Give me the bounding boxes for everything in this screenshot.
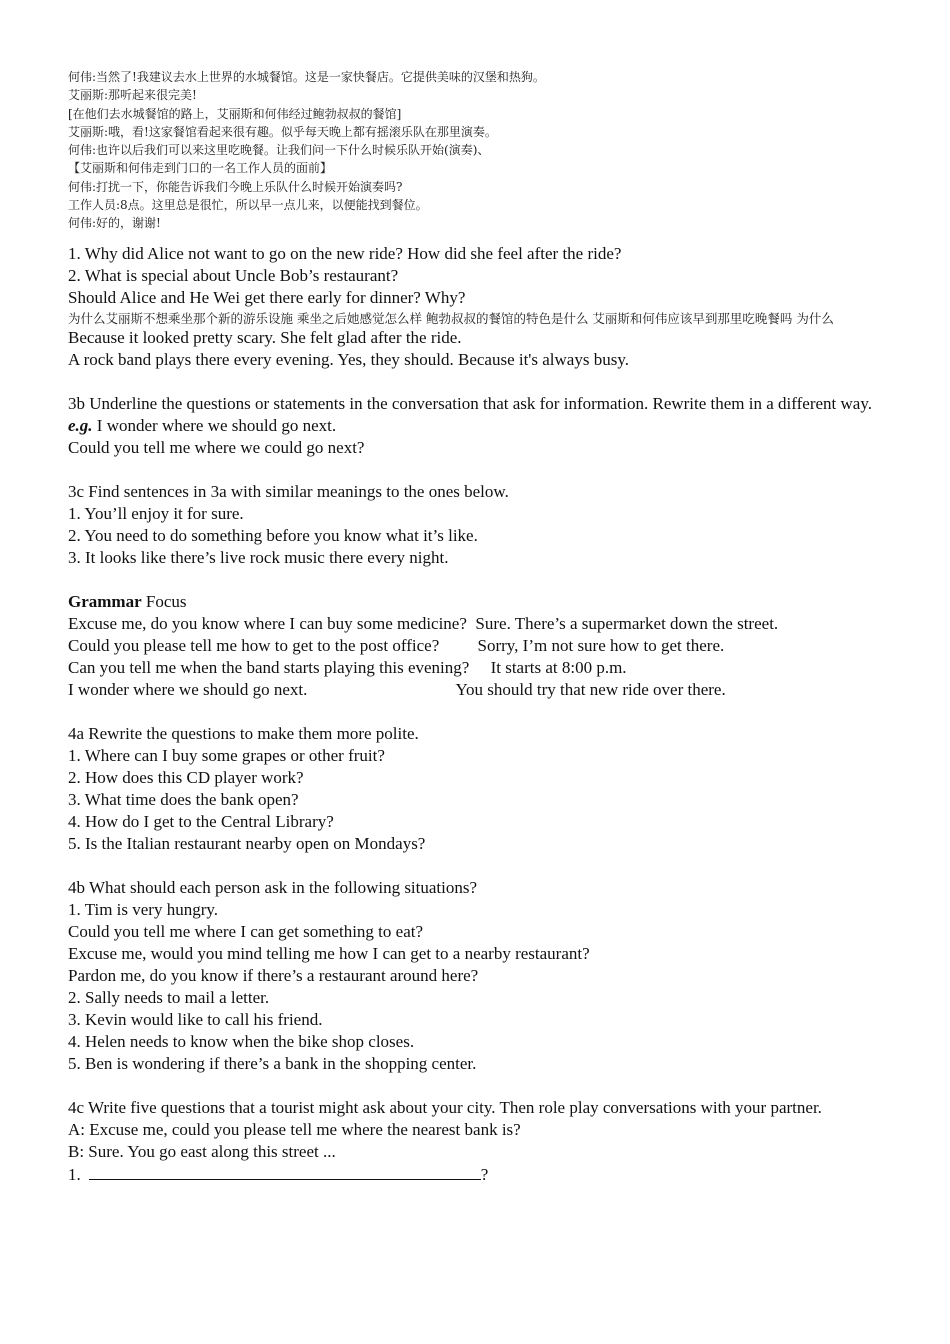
grammar-row xyxy=(68,679,878,701)
list-item: 2. How does this CD player work? xyxy=(68,767,304,787)
list-item: 3. It looks like there’s live rock music there every night. xyxy=(68,547,449,567)
grammar-answer: Sure. There’s a supermarket down the street. xyxy=(466,613,779,633)
list-item: 1. Tim is very hungry. xyxy=(68,899,219,919)
list-item: 4. Helen needs to know when the bike shop closes. xyxy=(68,1031,415,1051)
grammar-row xyxy=(68,613,878,635)
section-3c-instruction: 3c Find sentences in 3a with similar meanings to the ones below. xyxy=(68,481,509,501)
section-4c-instruction: 4c Write five questions that a tourist might ask about your city. Then role play conversations with your partner. xyxy=(68,1097,822,1117)
answer-blank-line[interactable] xyxy=(89,1163,481,1180)
list-item: Excuse me, would you mind telling me how I can get to a nearby restaurant? xyxy=(68,943,590,963)
dialogue-a: A: Excuse me, could you please tell me where the nearest bank is? xyxy=(68,1119,521,1139)
dialogue-line: 何伟:好的，谢谢! xyxy=(68,216,161,231)
dialogue-line: 何伟:打扰一下，你能告诉我们今晚上乐队什么时候开始演奏吗? xyxy=(68,179,403,194)
dialogue-line: [在他们去水城餐馆的路上，艾丽斯和何伟经过鲍勃叔叔的餐馆] xyxy=(68,106,402,121)
dialogue-line: 何伟:当然了!我建议去水上世界的水城餐馆。这是一家快餐店。它提供美味的汉堡和热狗。 xyxy=(68,70,545,84)
grammar-question: I wonder where we should go next. xyxy=(68,679,308,699)
list-item: 3. Kevin would like to call his friend. xyxy=(68,1009,323,1029)
answer-2: A rock band plays there every evening. Yes, they should. Because it's always busy. xyxy=(68,349,629,369)
section-4b-instruction: 4b What should each person ask in the following situations? xyxy=(68,877,478,897)
blank-question-mark: ? xyxy=(480,1164,489,1184)
section-3b xyxy=(68,393,878,459)
dialogue-b: B: Sure. You go east along this street ... xyxy=(68,1141,336,1161)
grammar-answer: Sorry, I’m not sure how to get there. xyxy=(439,635,725,655)
list-item: Pardon me, do you know if there’s a restaurant around here? xyxy=(68,965,479,985)
dialogue-line: 何伟:也许以后我们可以来这里吃晚餐。让我们问一下什么时候乐队开始(演奏)、 xyxy=(68,143,490,158)
grammar-title-bold: Grammar xyxy=(68,591,142,611)
question-3: Should Alice and He Wei get there early for dinner? Why? xyxy=(68,287,466,307)
document-page xyxy=(68,68,878,1186)
dialogue-line: 【艾丽斯和何伟走到门口的一名工作人员的面前】 xyxy=(68,161,333,176)
blank-question-1 xyxy=(68,1163,878,1186)
section-4c xyxy=(68,1097,878,1186)
list-item: 1. You’ll enjoy it for sure. xyxy=(68,503,244,523)
list-item: Could you tell me where I can get something to eat? xyxy=(68,921,424,941)
example-label: e.g. xyxy=(68,415,93,435)
answer-1: Because it looked pretty scary. She felt glad after the ride. xyxy=(68,327,462,347)
list-item: 2. Sally needs to mail a letter. xyxy=(68,987,270,1007)
list-item: 2. You need to do something before you know what it’s like. xyxy=(68,525,478,545)
dialogue-line: 艾丽斯:哦，看!这家餐馆看起来很有趣。似乎每天晚上都有摇滚乐队在那里演奏。 xyxy=(68,124,497,139)
dialogue-line: 艾丽斯:那听起来很完美! xyxy=(68,88,197,103)
section-4b xyxy=(68,877,878,1075)
list-item: 1. Where can I buy some grapes or other fruit? xyxy=(68,745,385,765)
grammar-focus xyxy=(68,591,878,701)
list-item: 5. Ben is wondering if there’s a bank in the shopping center. xyxy=(68,1053,477,1073)
blank-number: 1. xyxy=(68,1164,81,1184)
grammar-question: Could you please tell me how to get to the post office? xyxy=(68,635,440,655)
dialogue-line: 工作人员:8点。这里总是很忙，所以早一点儿来，以便能找到餐位。 xyxy=(68,198,428,213)
grammar-title-rest: Focus xyxy=(141,591,187,611)
grammar-row xyxy=(68,657,878,679)
question-1: 1. Why did Alice not want to go on the new ride? How did she feel after the ride? xyxy=(68,243,622,263)
grammar-answer: You should try that new ride over there. xyxy=(307,679,726,699)
question-2: 2. What is special about Uncle Bob’s restaurant? xyxy=(68,265,399,285)
section-4a-instruction: 4a Rewrite the questions to make them more polite. xyxy=(68,723,419,743)
list-item: 4. How do I get to the Central Library? xyxy=(68,811,334,831)
list-item: 5. Is the Italian restaurant nearby open on Mondays? xyxy=(68,833,426,853)
section-4a xyxy=(68,723,878,855)
section-3b-rewrite: Could you tell me where we could go next? xyxy=(68,437,365,457)
section-3b-instruction: 3b Underline the questions or statements in the conversation that ask for information. Rewrite them in a different way. xyxy=(68,393,872,413)
grammar-question: Can you tell me when the band starts playing this evening? xyxy=(68,657,470,677)
comprehension-questions xyxy=(68,243,878,371)
section-3c xyxy=(68,481,878,569)
grammar-title xyxy=(68,591,878,613)
list-item: 3. What time does the bank open? xyxy=(68,789,299,809)
section-3b-example xyxy=(68,415,878,437)
grammar-row xyxy=(68,635,878,657)
chinese-dialogue xyxy=(68,68,878,233)
grammar-answer: It starts at 8:00 p.m. xyxy=(469,657,627,677)
grammar-question: Excuse me, do you know where I can buy some medicine? xyxy=(68,613,467,633)
example-text: I wonder where we should go next. xyxy=(92,415,337,435)
questions-translation: 为什么艾丽斯不想乘坐那个新的游乐设施 乘坐之后她感觉怎么样 鲍勃叔叔的餐馆的特色是什么 艾丽斯和何伟应该早到那里吃晚餐吗 为什么 xyxy=(68,310,834,326)
